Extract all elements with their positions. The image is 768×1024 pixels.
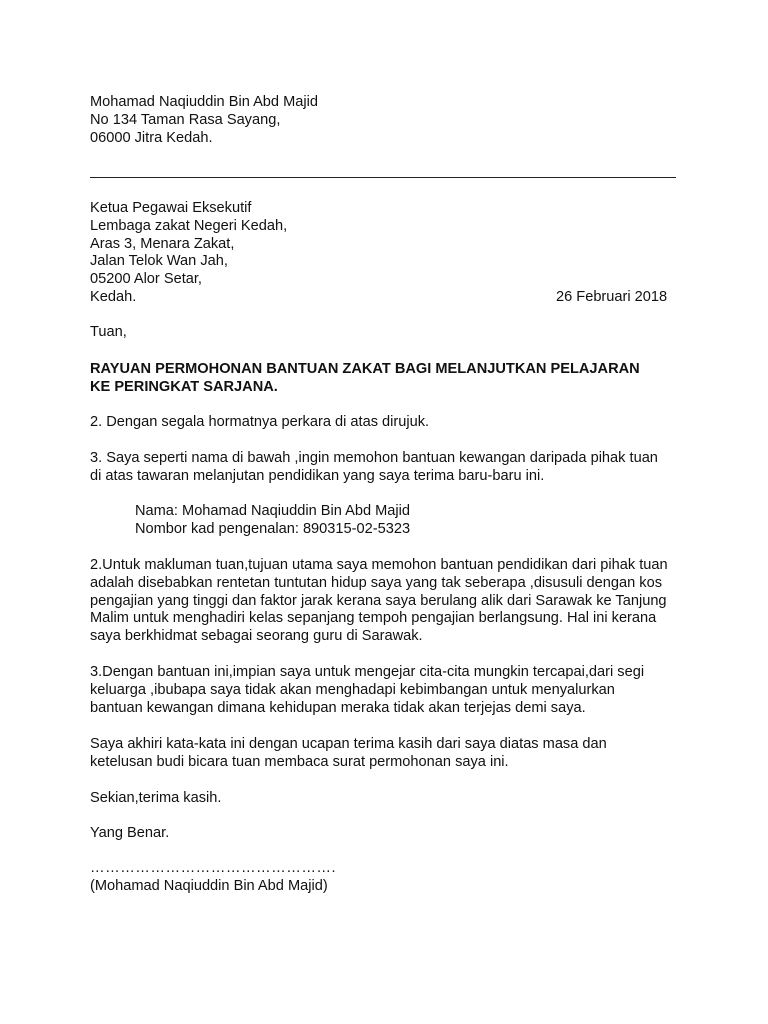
- salutation-text: Tuan,: [90, 324, 127, 340]
- recipient-organisation: Lembaga zakat Negeri Kedah,: [90, 217, 288, 234]
- paragraph-request: [90, 450, 680, 486]
- recipient-state: Kedah.: [90, 288, 137, 305]
- paragraph-thanks-line-2: ketelusan budi bicara tuan membaca surat permohonan saya ini.: [90, 753, 509, 770]
- paragraph-purpose-line-4: Malim untuk menghadiri kelas sepanjang tempoh pengajian berlangsung. Hal ini kerana: [90, 610, 657, 627]
- paragraph-purpose-line-2: adalah disebabkan rentetan tuntutan hidup saya yang tak seberapa ,disusuli dengan kos: [90, 574, 663, 591]
- paragraph-purpose: [90, 557, 680, 646]
- closing: [90, 790, 680, 808]
- sign-off: [90, 825, 680, 843]
- applicant-ic-number: Nombor kad pengenalan: 890315-02-5323: [135, 520, 411, 537]
- signature-block: [90, 860, 680, 896]
- paragraph-request-line-2: di atas tawaran melanjutan pendidikan yang saya terima baru-baru ini.: [90, 467, 545, 484]
- paragraph-aspiration-line-3: bantuan kewangan dimana kehidupan meraka tidak akan terjejas demi saya.: [90, 699, 586, 716]
- paragraph-reference-text: 2. Dengan segala hormatnya perkara di atas dirujuk.: [90, 414, 430, 430]
- subject-heading: [90, 361, 680, 397]
- paragraph-purpose-line-3: pengajian yang tinggi dan faktor jarak kerana saya berulang alik dari Sarawak ke Tanjung: [90, 592, 667, 609]
- recipient-floor: Aras 3, Menara Zakat,: [90, 235, 235, 252]
- paragraph-aspiration-line-2: keluarga ,ibubapa saya tidak akan menghadapi kebimbangan untuk menyalurkan: [90, 681, 615, 698]
- paragraph-aspiration-line-1: 3.Dengan bantuan ini,impian saya untuk mengejar cita-cita mungkin tercapai,dari segi: [90, 664, 645, 680]
- paragraph-thanks: [90, 736, 680, 772]
- sender-postcode-city: 06000 Jitra Kedah.: [90, 129, 213, 146]
- sender-street: No 134 Taman Rasa Sayang,: [90, 111, 281, 128]
- recipient-street: Jalan Telok Wan Jah,: [90, 253, 228, 270]
- subject-line-1: RAYUAN PERMOHONAN BANTUAN ZAKAT BAGI MELANJUTKAN PELAJARAN: [90, 361, 640, 377]
- paragraph-aspiration: [90, 664, 680, 717]
- applicant-details: [135, 503, 410, 539]
- closing-text: Sekian,terima kasih.: [90, 790, 222, 806]
- paragraph-purpose-line-5: saya berkhidmat sebagai seorang guru di Sarawak.: [90, 628, 423, 645]
- salutation: [90, 324, 680, 342]
- header-divider: [90, 177, 676, 178]
- signature-name: (Mohamad Naqiuddin Bin Abd Majid): [90, 877, 328, 894]
- recipient-postcode-city: 05200 Alor Setar,: [90, 271, 202, 288]
- letter-date: 26 Februari 2018: [556, 289, 668, 305]
- paragraph-reference: [90, 414, 680, 432]
- sign-off-text: Yang Benar.: [90, 825, 170, 841]
- paragraph-purpose-line-1: 2.Untuk makluman tuan,tujuan utama saya memohon bantuan pendidikan dari pihak tuan: [90, 557, 668, 573]
- subject-line-2: KE PERINGKAT SARJANA.: [90, 378, 278, 395]
- paragraph-thanks-line-1: Saya akhiri kata-kata ini dengan ucapan terima kasih dari saya diatas masa dan: [90, 736, 607, 752]
- paragraph-request-line-1: 3. Saya seperti nama di bawah ,ingin memohon bantuan kewangan daripada pihak tuan: [90, 450, 658, 466]
- sender-name: Mohamad Naqiuddin Bin Abd Majid: [90, 94, 318, 110]
- sender-address: [90, 94, 680, 147]
- signature-line: ………………………………………….: [90, 860, 337, 876]
- recipient-title: Ketua Pegawai Eksekutif: [90, 200, 252, 216]
- applicant-name: Nama: Mohamad Naqiuddin Bin Abd Majid: [135, 503, 411, 519]
